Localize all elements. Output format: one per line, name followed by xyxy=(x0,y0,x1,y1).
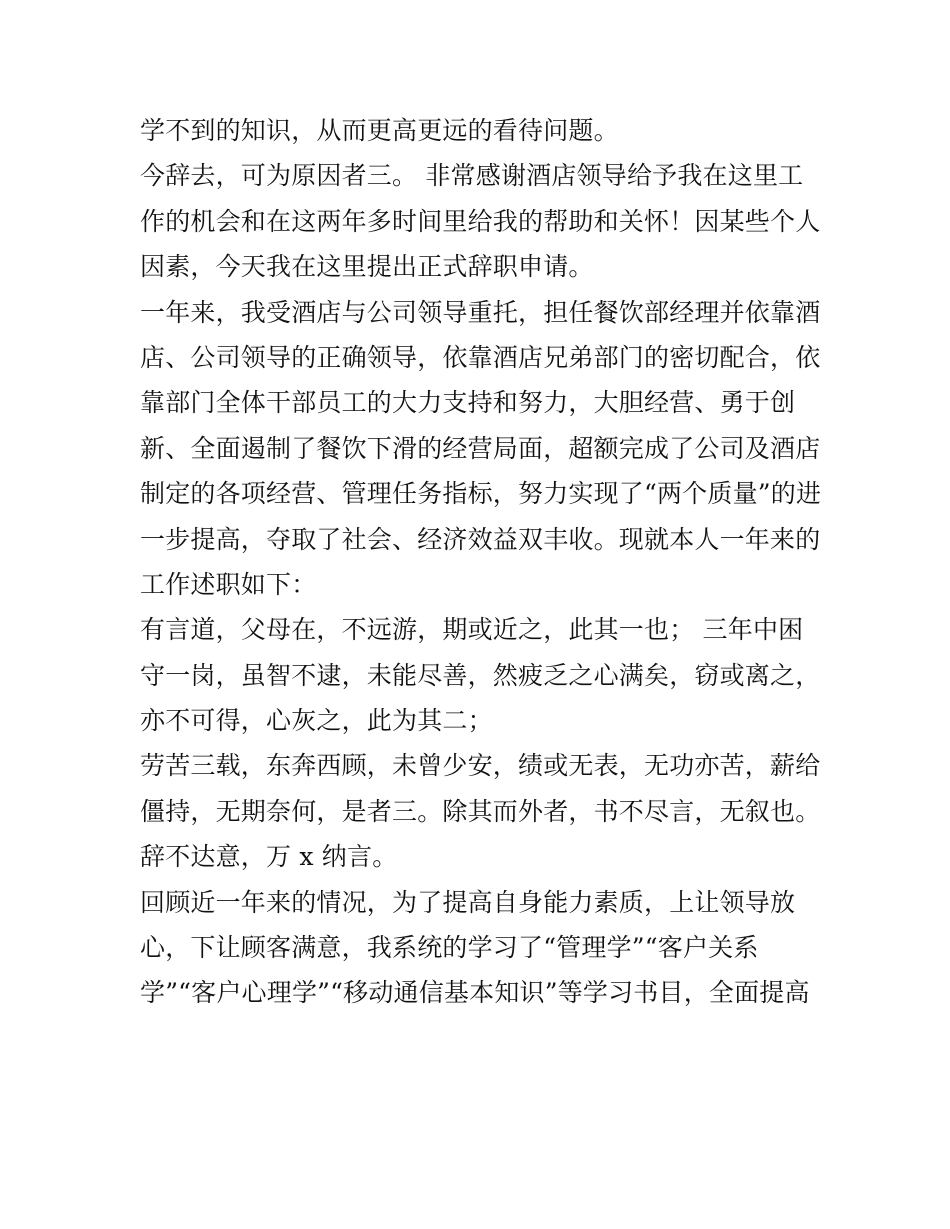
text-line: 靠部门全体干部员工的大力支持和努力，大胆经营、勇于创 xyxy=(140,388,796,418)
text-line: 心，下让顾客满意，我系统的学习了“管理学”“客户关系 xyxy=(140,933,759,963)
text-line: 僵持，无期奈何，是者三。除其而外者，书不尽言，无叙也。 xyxy=(140,796,821,826)
text-line: 今辞去，可为原因者三。 非常感谢酒店领导给予我在这里工 xyxy=(140,161,804,191)
text-line: 学不到的知识，从而更高更远的看待问题。 xyxy=(140,116,619,145)
text-line: 亦不可得，心灰之，此为其二； xyxy=(140,706,493,736)
text-line: 学”“客户心理学”“移动通信基本知识”等学习书目，全面提高 xyxy=(140,978,810,1008)
text-line: 辞不达意，万 x 纳言。 xyxy=(140,842,398,872)
document-body xyxy=(140,108,820,1016)
text-line: 制定的各项经营、管理任务指标，努力实现了“两个质量”的进 xyxy=(140,479,822,509)
text-line: 守一岗，虽智不逮，未能尽善，然疲乏之心满矣，窃或离之， xyxy=(140,660,821,690)
text-line: 一年来，我受酒店与公司领导重托，担任餐饮部经理并依靠酒 xyxy=(140,297,821,327)
text-line: 因素，今天我在这里提出正式辞职申请。 xyxy=(140,252,594,282)
text-line: 作的机会和在这两年多时间里给我的帮助和关怀！因某些个人 xyxy=(140,206,821,236)
text-line: 工作述职如下： xyxy=(140,569,317,599)
text-line: 新、全面遏制了餐饮下滑的经营局面，超额完成了公司及酒店 xyxy=(140,433,821,463)
text-line: 回顾近一年来的情况，为了提高自身能力素质，上让领导放 xyxy=(140,887,796,917)
text-line: 一步提高，夺取了社会、经济效益双丰收。现就本人一年来的 xyxy=(140,524,821,554)
text-line: 有言道，父母在，不远游，期或近之，此其一也； 三年中困 xyxy=(140,615,804,645)
text-line: 店、公司领导的正确领导，依靠酒店兄弟部门的密切配合，依 xyxy=(140,342,821,372)
text-line: 劳苦三载，东奔西顾，未曾少安，绩或无表，无功亦苦，薪给 xyxy=(140,751,821,781)
